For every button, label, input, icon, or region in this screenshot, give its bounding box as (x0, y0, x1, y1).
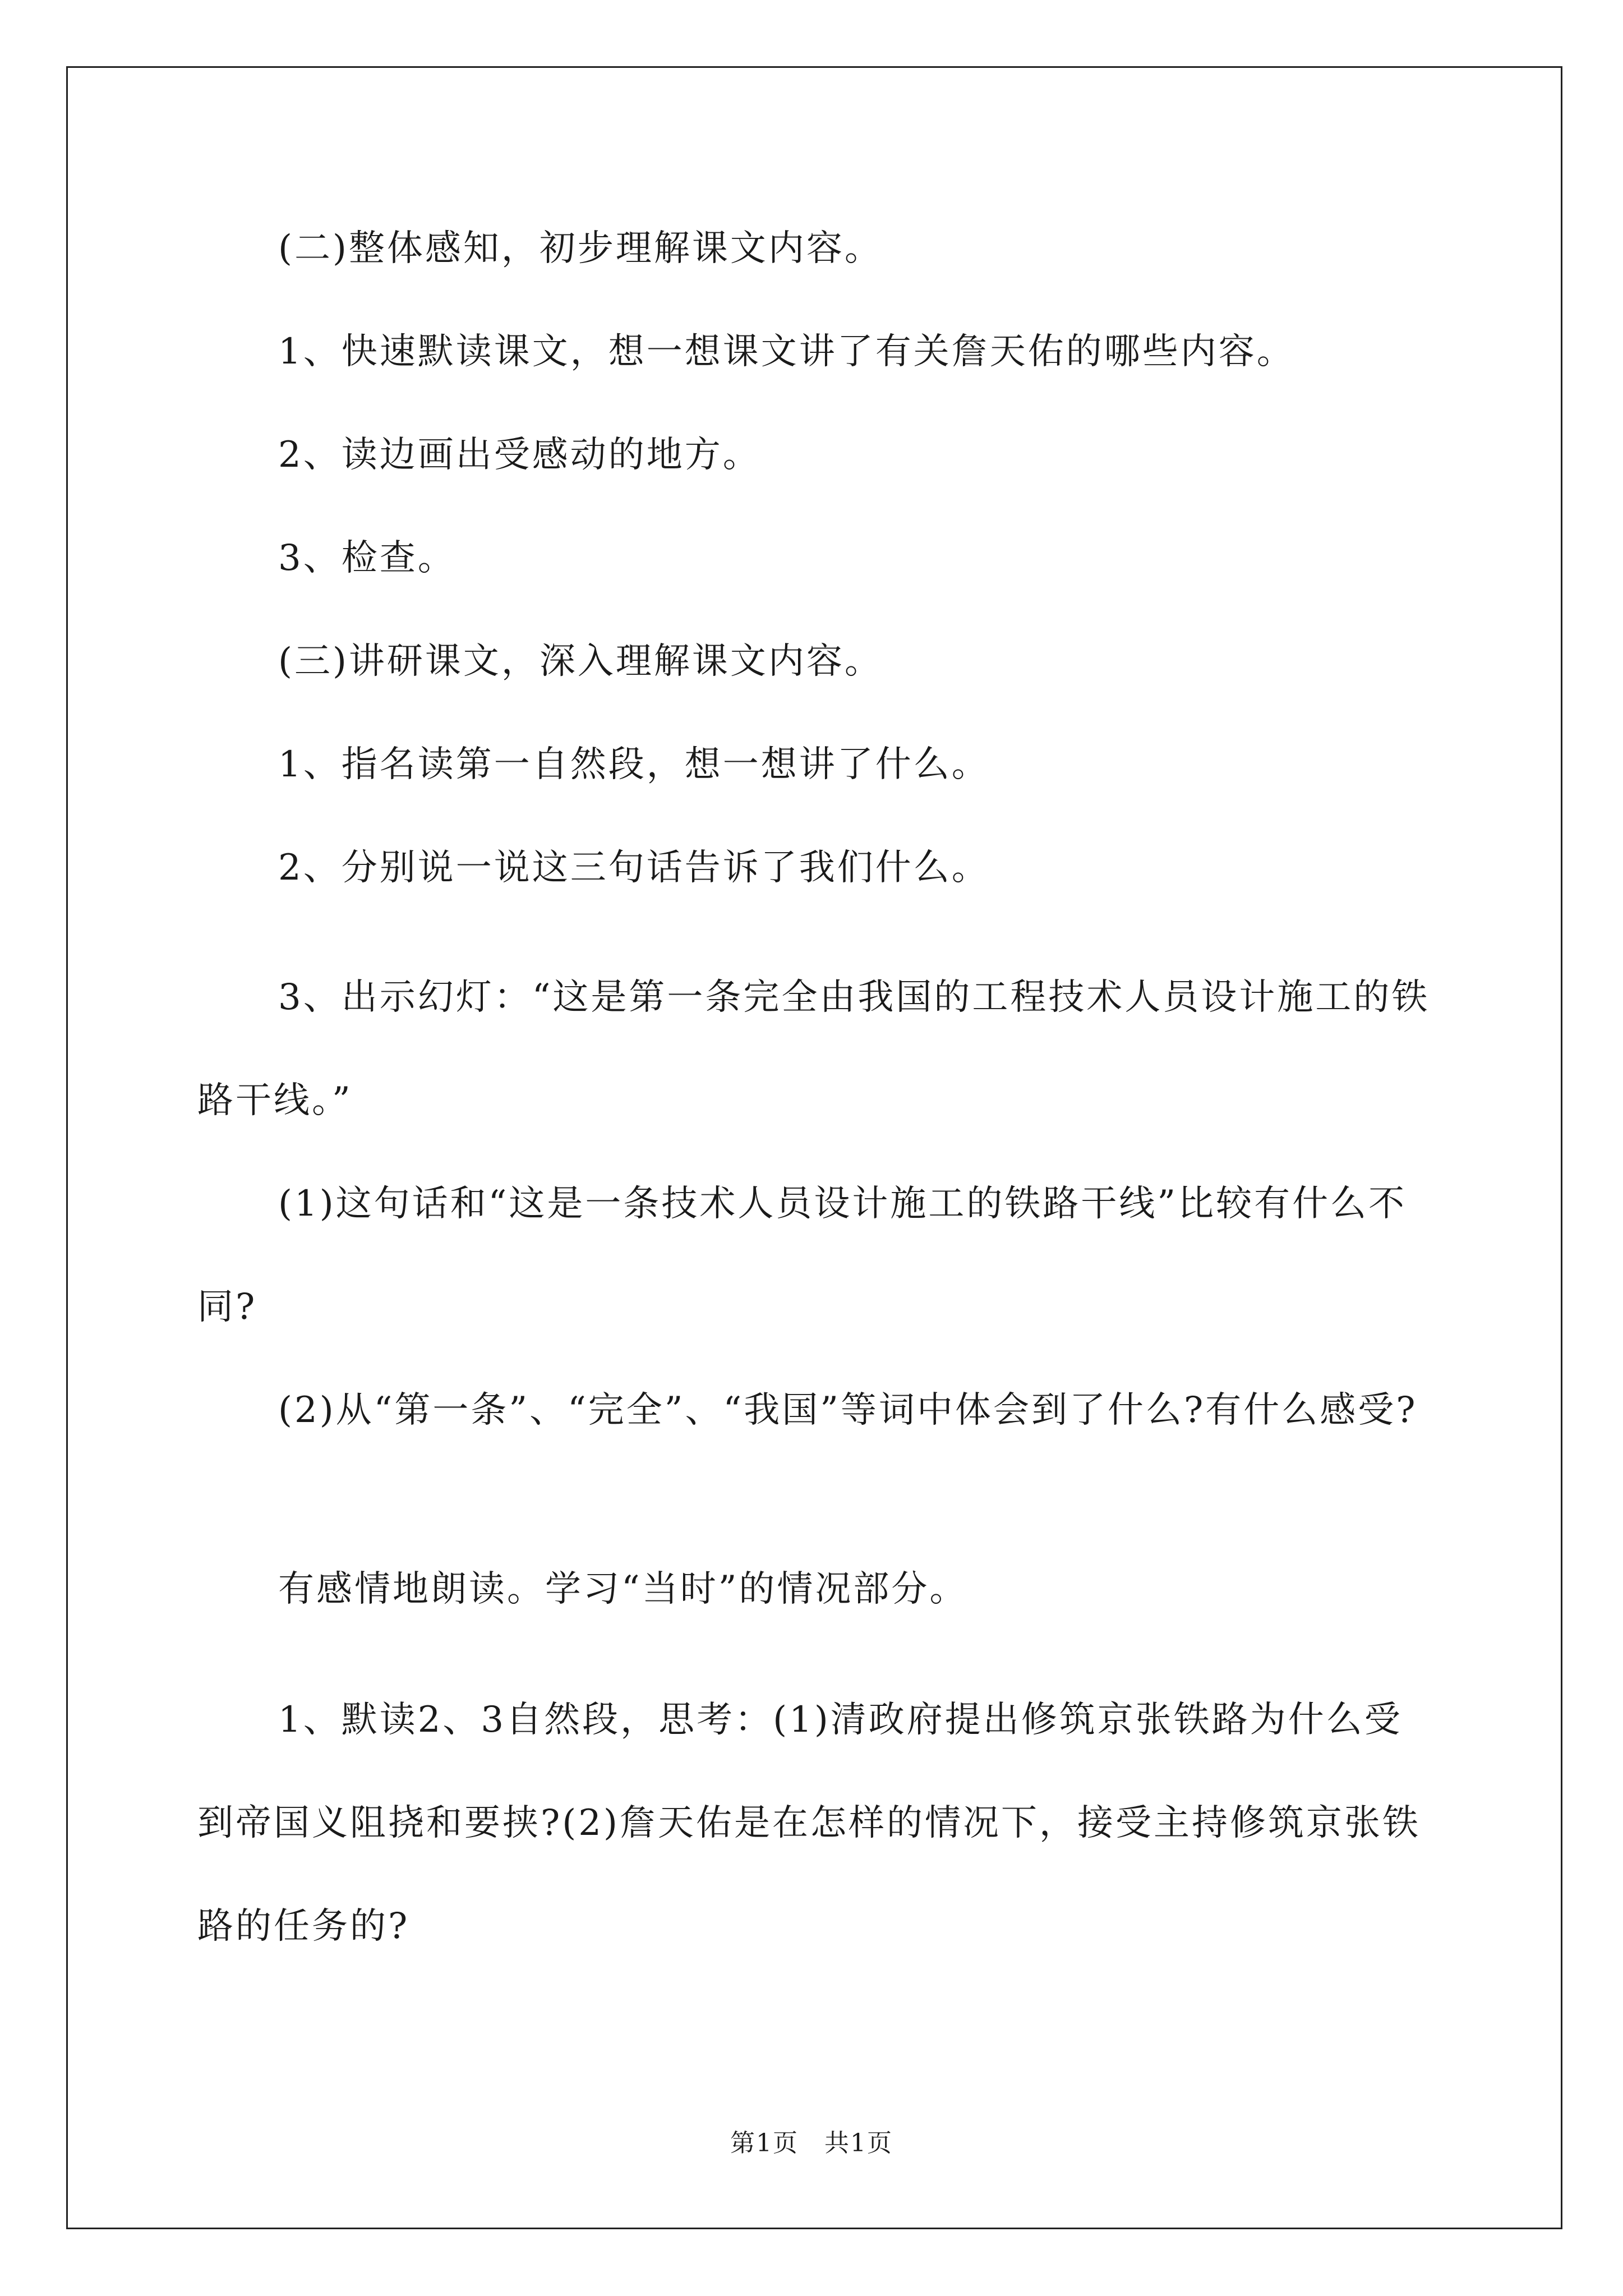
paragraph-10: (2)从“第一条”、“完全”、“我国”等词中体会到了什么?有什么感受? (278, 1389, 1418, 1431)
page-number-footer: 第1页 共1页 (730, 2129, 893, 2157)
paragraph-4: 3、检查。 (278, 537, 456, 579)
paragraph-2: 1、快速默读课文，想一想课文讲了有关詹天佑的哪些内容。 (278, 331, 1295, 372)
paragraph-7: 2、分别说一说这三句话告诉了我们什么。 (278, 847, 990, 889)
paragraph-3: 2、读边画出受感动的地方。 (278, 434, 761, 476)
paragraph-9: (1)这句话和“这是一条技术人员设计施工的铁路干线”比较有什么不同? (197, 1183, 1407, 1328)
paragraph-1: (二)整体感知，初步理解课文内容。 (278, 228, 883, 269)
paragraph-5: (三)讲研课文，深入理解课文内容。 (278, 641, 883, 682)
paragraph-12: 1、默读2、3自然段，思考：(1)清政府提出修筑京张铁路为什么受到帝国义阻挠和要挟?(2)詹天佑是在怎样的情况下，接受主持修筑京张铁路的任务的? (197, 1699, 1421, 1947)
paragraph-8: 3、出示幻灯：“这是第一条完全由我国的工程技术人员设计施工的铁路干线。” (197, 977, 1430, 1121)
paragraph-6: 1、指名读第一自然段，想一想讲了什么。 (278, 744, 990, 785)
paragraph-11: 有感情地朗读。学习“当时”的情况部分。 (278, 1568, 968, 1610)
